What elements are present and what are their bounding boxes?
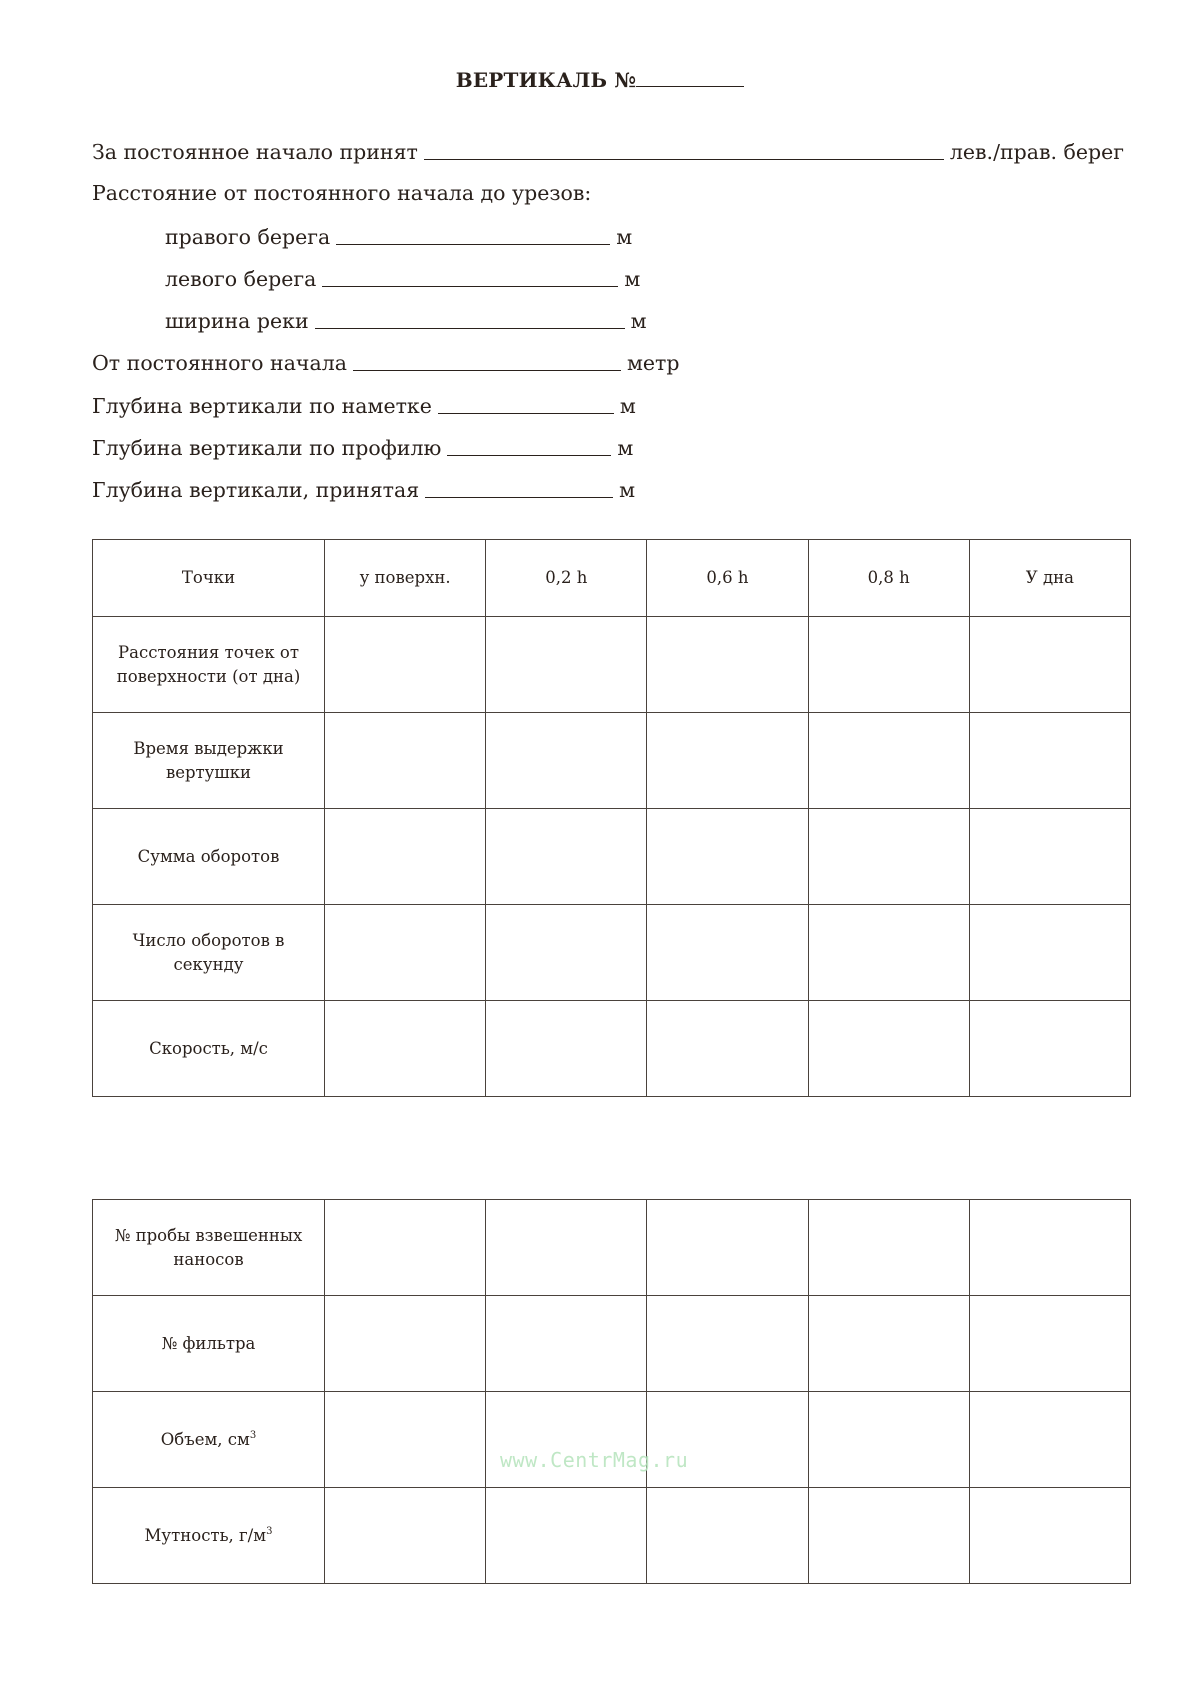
from-origin-field[interactable] (353, 350, 621, 371)
right-bank-line (165, 224, 632, 249)
river-width-unit: м (630, 309, 647, 333)
table-cell[interactable] (969, 1200, 1130, 1296)
table-cell[interactable] (808, 809, 969, 905)
row-label-volume (93, 1392, 325, 1488)
depth-profile-line (92, 435, 633, 460)
table-cell[interactable] (325, 1200, 486, 1296)
table-cell[interactable] (808, 1296, 969, 1392)
table-row (93, 1200, 1131, 1296)
depth-profile-field[interactable] (447, 435, 611, 456)
from-origin-line (92, 350, 680, 375)
depth-sounding-unit: м (619, 394, 636, 418)
header-cell-0-8h: 0,8 h (808, 540, 969, 617)
table-cell[interactable] (647, 1200, 808, 1296)
table-cell[interactable] (325, 1392, 486, 1488)
from-origin-unit: метр (626, 351, 680, 375)
table-row (93, 713, 1131, 809)
row-label-turbidity (93, 1488, 325, 1584)
volume-label-sup: 3 (249, 1429, 257, 1441)
table-cell[interactable] (486, 905, 647, 1001)
table-cell[interactable] (325, 905, 486, 1001)
depth-accepted-field[interactable] (425, 477, 613, 498)
title-text: ВЕРТИКАЛЬ № (455, 68, 637, 92)
depth-accepted-line (92, 477, 635, 502)
table-cell[interactable] (325, 809, 486, 905)
origin-label: За постоянное начало принят (92, 140, 418, 164)
left-bank-unit: м (624, 267, 641, 291)
depth-sounding-line (92, 393, 636, 418)
header-cell-surface: у поверхн. (325, 540, 486, 617)
table-row (93, 617, 1131, 713)
distance-heading-line (92, 181, 591, 205)
header-cell-0-2h: 0,2 h (486, 540, 647, 617)
depth-sounding-label: Глубина вертикали по наметке (92, 394, 432, 418)
row-label-revolutions-sum: Сумма оборотов (93, 809, 325, 905)
right-bank-unit: м (616, 225, 633, 249)
table-cell[interactable] (969, 1296, 1130, 1392)
table-cell[interactable] (808, 1001, 969, 1097)
watermark: www.CentrMag.ru (500, 1448, 689, 1472)
table-cell[interactable] (808, 617, 969, 713)
row-label-velocity: Скорость, м/с (93, 1001, 325, 1097)
table-cell[interactable] (325, 1001, 486, 1097)
left-bank-line (165, 266, 640, 291)
velocity-table (92, 539, 1131, 1097)
table-cell[interactable] (969, 1001, 1130, 1097)
page-title (0, 68, 1200, 92)
row-label-revolutions-per-second: Число оборотов в секунду (93, 905, 325, 1001)
table-cell[interactable] (486, 713, 647, 809)
sediment-table (92, 1199, 1131, 1584)
right-bank-label: правого берега (165, 225, 331, 249)
row-label-filter-number: № фильтра (93, 1296, 325, 1392)
origin-line (92, 139, 1124, 164)
table-cell[interactable] (325, 1488, 486, 1584)
volume-label-text: Объем, см (160, 1429, 250, 1449)
table-row (93, 1392, 1131, 1488)
table-cell[interactable] (808, 1488, 969, 1584)
header-cell-0-6h: 0,6 h (647, 540, 808, 617)
table-cell[interactable] (647, 1488, 808, 1584)
table-cell[interactable] (808, 1200, 969, 1296)
table-row (93, 1488, 1131, 1584)
vertical-number-field[interactable] (636, 68, 744, 87)
origin-suffix: лев./прав. берег (949, 140, 1125, 164)
table-cell[interactable] (486, 809, 647, 905)
velocity-table-header-row (93, 540, 1131, 617)
table-cell[interactable] (969, 713, 1130, 809)
table-cell[interactable] (969, 1488, 1130, 1584)
left-bank-label: левого берега (165, 267, 317, 291)
river-width-line (165, 308, 647, 333)
table-cell[interactable] (325, 713, 486, 809)
header-cell-points: Точки (93, 540, 325, 617)
table-cell[interactable] (808, 905, 969, 1001)
table-row (93, 1296, 1131, 1392)
table-cell[interactable] (808, 713, 969, 809)
river-width-label: ширина реки (165, 309, 309, 333)
table-cell[interactable] (486, 1296, 647, 1392)
table-cell[interactable] (325, 617, 486, 713)
table-cell[interactable] (969, 617, 1130, 713)
table-cell[interactable] (647, 905, 808, 1001)
table-cell[interactable] (647, 1001, 808, 1097)
left-bank-field[interactable] (322, 266, 618, 287)
right-bank-field[interactable] (336, 224, 610, 245)
distance-heading: Расстояние от постоянного начала до урезов: (92, 181, 592, 205)
river-width-field[interactable] (315, 308, 625, 329)
table-cell[interactable] (647, 713, 808, 809)
depth-profile-label: Глубина вертикали по профилю (92, 436, 442, 460)
depth-accepted-unit: м (619, 478, 636, 502)
row-label-distances: Расстояния точек от поверхности (от дна) (93, 617, 325, 713)
from-origin-label: От постоянного начала (92, 351, 347, 375)
table-cell[interactable] (325, 1296, 486, 1392)
depth-accepted-label: Глубина вертикали, принятая (92, 478, 420, 502)
table-cell[interactable] (486, 1200, 647, 1296)
table-cell[interactable] (808, 1392, 969, 1488)
origin-field[interactable] (424, 139, 944, 160)
depth-profile-unit: м (617, 436, 634, 460)
row-label-sample-number: № пробы взвешенных наносов (93, 1200, 325, 1296)
table-cell[interactable] (486, 1001, 647, 1097)
turbidity-label-sup: 3 (266, 1525, 273, 1537)
table-cell[interactable] (647, 1296, 808, 1392)
table-cell[interactable] (647, 1392, 808, 1488)
header-cell-bottom: У дна (969, 540, 1130, 617)
table-row (93, 905, 1131, 1001)
table-cell[interactable] (486, 1392, 647, 1488)
table-row (93, 809, 1131, 905)
turbidity-label-text: Мутность, г/м (144, 1525, 267, 1545)
table-cell[interactable] (486, 617, 647, 713)
table-cell[interactable] (486, 1488, 647, 1584)
row-label-exposure-time: Время выдержки вертушки (93, 713, 325, 809)
table-cell[interactable] (969, 905, 1130, 1001)
table-cell[interactable] (969, 1392, 1130, 1488)
depth-sounding-field[interactable] (438, 393, 614, 414)
table-row (93, 1001, 1131, 1097)
table-cell[interactable] (969, 809, 1130, 905)
table-cell[interactable] (647, 809, 808, 905)
table-cell[interactable] (647, 617, 808, 713)
